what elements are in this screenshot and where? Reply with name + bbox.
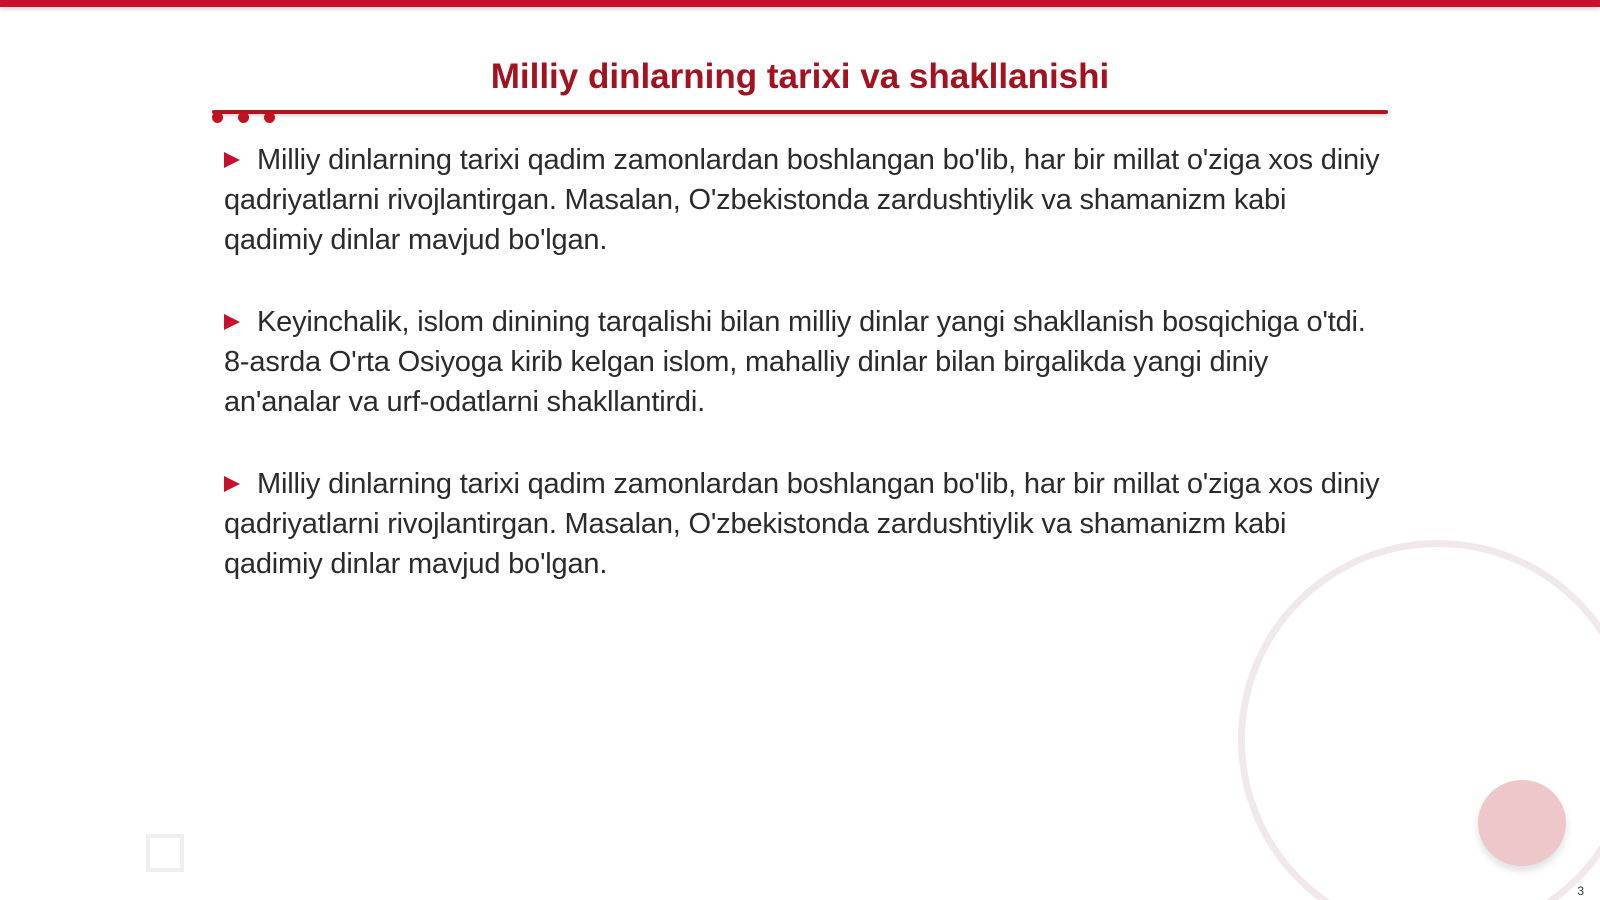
- bullet-item: [224, 140, 1384, 260]
- bullet-text: Keyinchalik, islom dinining tarqalishi bilan milliy dinlar yangi shakllanish bosqichiga o'tdi. 8-asrda O'rta Osiyoga kirib kelgan islom, mahalliy dinlar bilan birgalikda yangi diniy an'analar va urf-odatlarni shakllantirdi.: [224, 306, 1366, 418]
- underline-dot: [238, 112, 249, 123]
- bullet-item: [224, 302, 1384, 422]
- slide-title: Milliy dinlarning tarixi va shakllanishi: [490, 57, 1110, 96]
- title-underline: [212, 110, 1388, 114]
- triangle-right-icon: [224, 152, 240, 168]
- triangle-right-icon: [224, 314, 240, 330]
- title-underline-dots: [212, 112, 282, 124]
- underline-dot: [264, 112, 275, 123]
- bullet-text: Milliy dinlarning tarixi qadim zamonlardan boshlangan bo'lib, har bir millat o'ziga xos diniy qadriyatlarni rivojlantirgan. Masalan, O'zbekistonda zardushtiylik va shamanizm kabi qadimiy dinlar mavjud bo'lgan.: [224, 468, 1380, 580]
- bullet-text: Milliy dinlarning tarixi qadim zamonlardan boshlangan bo'lib, har bir millat o'ziga xos diniy qadriyatlarni rivojlantirgan. Masalan, O'zbekistonda zardushtiylik va shamanizm kabi qadimiy dinlar mavjud bo'lgan.: [224, 144, 1380, 256]
- bullet-list: [224, 140, 1384, 626]
- bullet-item: [224, 464, 1384, 584]
- underline-dot: [212, 112, 223, 123]
- top-accent-bar: [0, 0, 1600, 7]
- decorative-circle: [1478, 780, 1566, 866]
- page-number: 3: [1577, 884, 1584, 898]
- triangle-right-icon: [224, 476, 240, 492]
- decorative-square: [146, 834, 184, 872]
